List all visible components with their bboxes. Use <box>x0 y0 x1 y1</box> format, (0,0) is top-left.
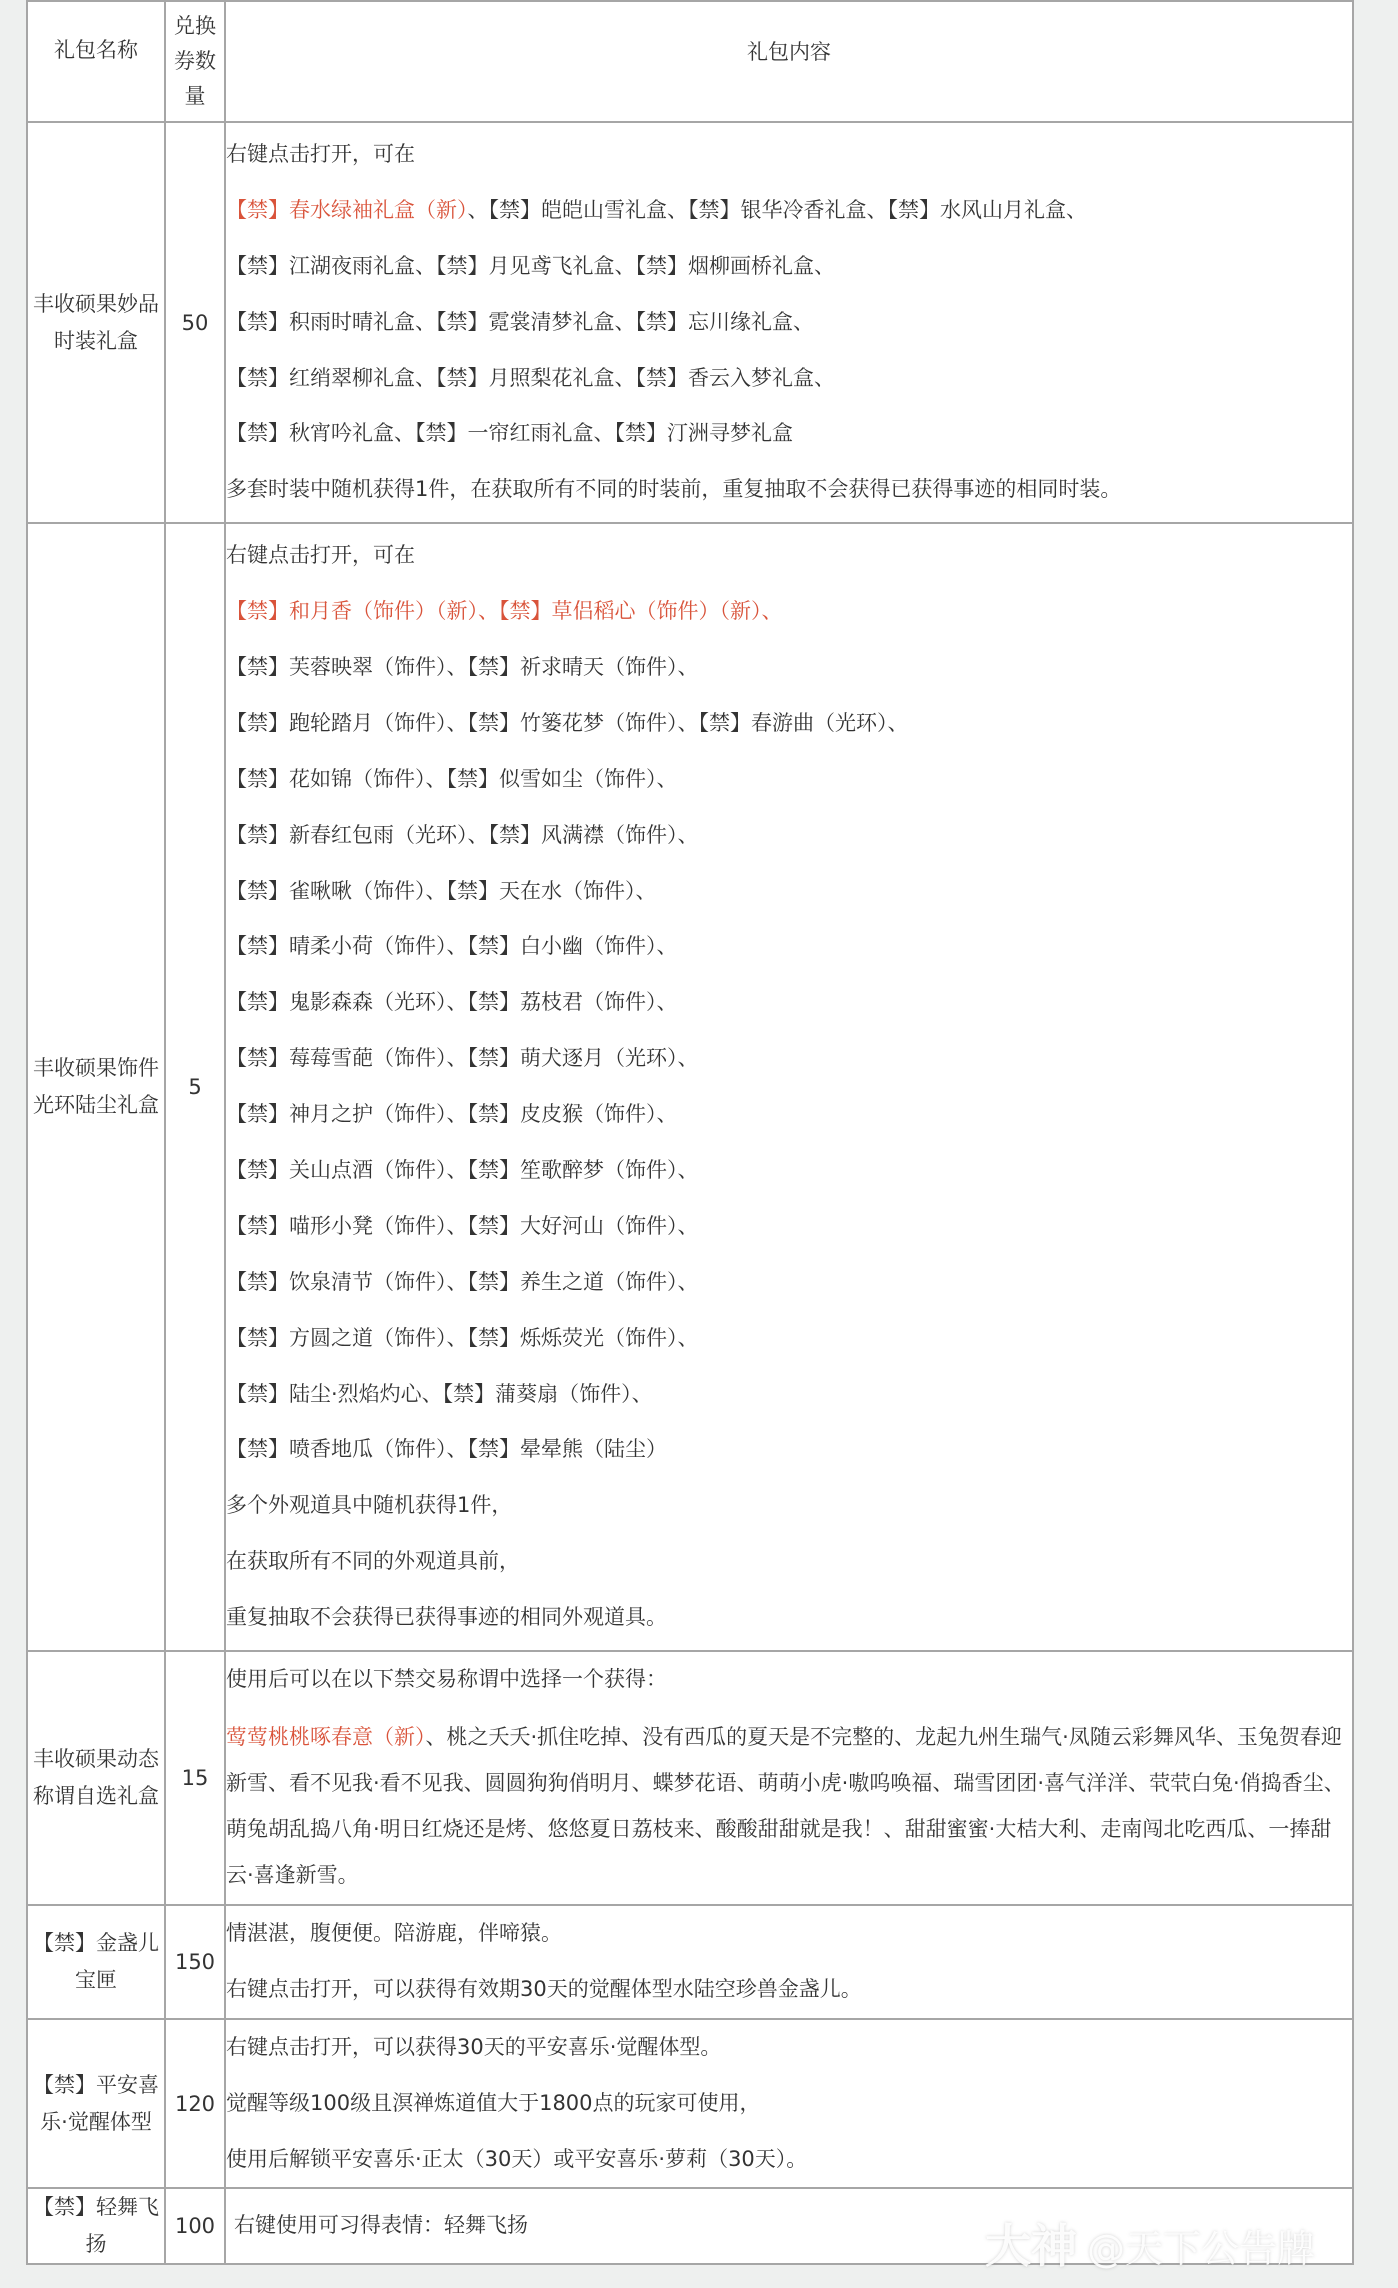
gift-qty: 150 <box>165 1905 225 2019</box>
content-line: 右键点击打开，可以获得有效期30天的觉醒体型水陆空珍兽金盏儿。 <box>226 1976 862 2001</box>
watermark-logo: 大神 <box>985 2219 1077 2273</box>
gift-name: 【禁】轻舞飞扬 <box>27 2188 165 2264</box>
header-qty: 兑换券数量 <box>165 1 225 122</box>
content-line: 【禁】方圆之道（饰件）、【禁】烁烁荧光（饰件）、 <box>226 1325 699 1350</box>
gift-qty: 15 <box>165 1651 225 1905</box>
content-line: 【禁】喷香地瓜（饰件）、【禁】晕晕熊（陆尘） <box>226 1437 667 1462</box>
content-line: 【禁】鬼影森森（光环）、【禁】荔枝君（饰件）、 <box>226 990 678 1015</box>
content-line: 【禁】芙蓉映翠（饰件）、【禁】祈求晴天（饰件）、 <box>226 655 699 680</box>
gift-content <box>225 122 1353 523</box>
content-line: 【禁】喵形小凳（饰件）、【禁】大好河山（饰件）、 <box>226 1213 699 1238</box>
content-line: 觉醒等级100级且溟禅炼道值大于1800点的玩家可使用， <box>226 2090 761 2115</box>
content-line: 【禁】秋宵吟礼盒、【禁】一帘红雨礼盒、【禁】汀洲寻梦礼盒 <box>226 421 793 446</box>
content-line: 【禁】陆尘·烈焰灼心、【禁】蒲葵扇（饰件）、 <box>226 1381 653 1406</box>
table-row <box>27 523 1353 1651</box>
watermark-handle: @天下公告牌 <box>1087 2227 1316 2271</box>
content-line: 右键点击打开，可在 <box>226 543 415 568</box>
gift-content <box>225 2019 1353 2189</box>
content-line: 【禁】积雨时晴礼盒、【禁】霓裳清梦礼盒、【禁】忘川缘礼盒、 <box>226 309 814 334</box>
content-line: 【禁】新春红包雨（光环）、【禁】风满襟（饰件）、 <box>226 822 699 847</box>
gift-qty: 120 <box>165 2019 225 2189</box>
gift-qty: 5 <box>165 523 225 1651</box>
content-line: 【禁】花如锦（饰件）、【禁】似雪如尘（饰件）、 <box>226 766 678 791</box>
new-item-highlight: 【禁】春水绿袖礼盒（新） <box>226 197 468 222</box>
content-line: 【禁】莓莓雪葩（饰件）、【禁】萌犬逐月（光环）、 <box>226 1046 699 1071</box>
content-line: 【禁】红绡翠柳礼盒、【禁】月照梨花礼盒、【禁】香云入梦礼盒、 <box>226 365 835 390</box>
content-line: 多个外观道具中随机获得1件， <box>226 1493 513 1518</box>
gift-content <box>225 1905 1353 2019</box>
gift-name: 丰收硕果动态称谓自选礼盒 <box>27 1651 165 1905</box>
gift-name: 【禁】平安喜乐·觉醒体型 <box>27 2019 165 2189</box>
content-text: 、【禁】皑皑山雪礼盒、【禁】银华冷香礼盒、【禁】水风山月礼盒、 <box>467 197 1087 222</box>
content-line: 【禁】江湖夜雨礼盒、【禁】月见鸢飞礼盒、【禁】烟柳画桥礼盒、 <box>226 253 835 278</box>
gift-qty: 50 <box>165 122 225 523</box>
table-row <box>27 122 1353 523</box>
gift-name: 丰收硕果妙品时装礼盒 <box>27 122 165 523</box>
content-line: 右键点击打开，可在 <box>226 142 415 166</box>
gift-content <box>225 1651 1353 1905</box>
gift-qty: 100 <box>165 2188 225 2264</box>
new-item-highlight: 莺莺桃桃啄春意（新） <box>226 1724 426 1749</box>
content-line: 【禁】关山点酒（饰件）、【禁】笙歌醉梦（饰件）、 <box>226 1158 699 1183</box>
watermark <box>985 2210 1315 2276</box>
content-line: 【禁】饮泉清节（饰件）、【禁】养生之道（饰件）、 <box>226 1269 699 1294</box>
content-line: 重复抽取不会获得已获得事迹的相同外观道具。 <box>226 1605 667 1630</box>
content-line: 右键点击打开，可以获得30天的平安喜乐·觉醒体型。 <box>226 2034 722 2059</box>
content-line: 在获取所有不同的外观道具前， <box>226 1549 520 1574</box>
table-row <box>27 1651 1353 1905</box>
content-line: 使用后可以在以下禁交易称谓中选择一个获得： <box>226 1667 667 1692</box>
gift-content <box>225 523 1353 1651</box>
content-line: 【禁】神月之护（饰件）、【禁】皮皮猴（饰件）、 <box>226 1102 678 1127</box>
table-row <box>27 1905 1353 2019</box>
header-content: 礼包内容 <box>225 1 1353 122</box>
content-line: 情湛湛，腹便便。陪游鹿，伴啼猿。 <box>226 1920 562 1945</box>
content-text: 、桃之夭夭·抓住吃掉、没有西瓜的夏天是不完整的、龙起九州生瑞气·凤随云彩舞风华、玉兔贺春迎新雪、看不见我·看不见我、圆圆狗狗俏明月、蝶梦花语、萌萌小虎·嗷呜唤福、瑞雪团团·喜气洋洋、茕茕白兔·俏捣香尘、萌兔胡乱捣八角·明日红烧还是烤、悠悠夏日荔枝来、酸酸甜甜就是我！、甜甜蜜蜜·大桔大利、走南闯北吃西瓜、一捧甜云·喜逢新雪。 <box>226 1724 1345 1887</box>
table-row <box>27 2019 1353 2189</box>
title-list <box>226 1708 1352 1904</box>
content-line: 多套时装中随机获得1件，在获取所有不同的时装前，重复抽取不会获得已获得事迹的相同时装。 <box>226 477 1122 502</box>
content-line: 【禁】晴柔小荷（饰件）、【禁】白小幽（饰件）、 <box>226 934 678 959</box>
header-row <box>27 1 1353 122</box>
content-line: 使用后解锁平安喜乐·正太（30天）或平安喜乐·萝莉（30天）。 <box>226 2146 808 2171</box>
content-line: 右键使用可习得表情：轻舞飞扬 <box>234 2213 528 2238</box>
content-line: 【禁】雀啾啾（饰件）、【禁】天在水（饰件）、 <box>226 878 657 903</box>
content-line <box>226 183 1352 239</box>
header-name: 礼包名称 <box>27 1 165 122</box>
gift-name: 【禁】金盏儿宝匣 <box>27 1905 165 2019</box>
content-line: 【禁】跑轮踏月（饰件）、【禁】竹篓花梦（饰件）、【禁】春游曲（光环）、 <box>226 710 909 735</box>
new-item-highlight: 【禁】和月香（饰件）（新）、【禁】草侣稻心（饰件）（新）、 <box>226 599 783 624</box>
gift-table <box>26 0 1354 2265</box>
gift-name: 丰收硕果饰件光环陆尘礼盒 <box>27 523 165 1651</box>
